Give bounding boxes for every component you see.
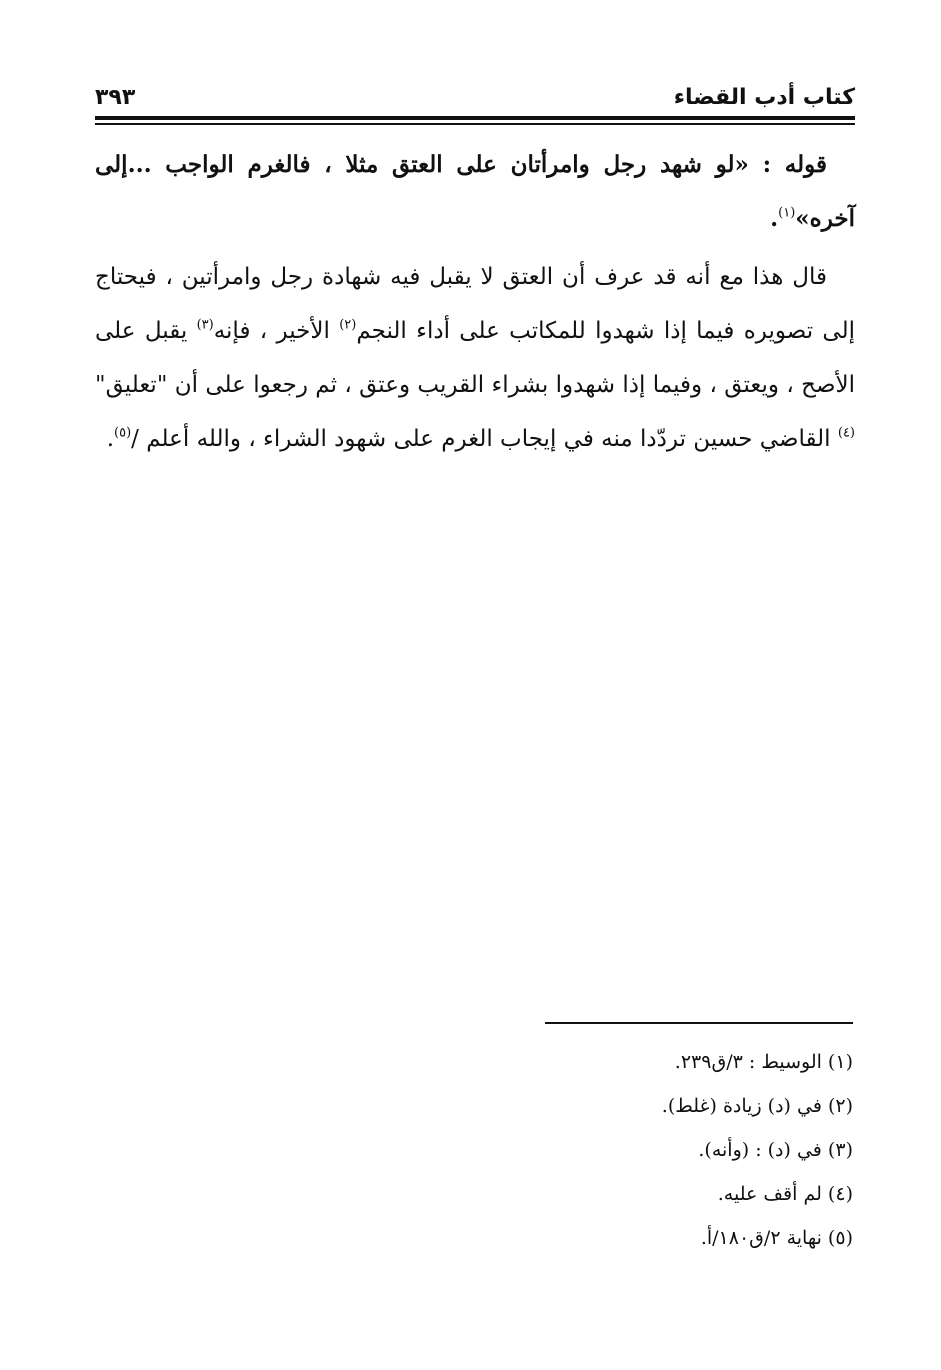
- header-rule-thin: [95, 123, 855, 125]
- header-rule-thick: [95, 116, 855, 120]
- footnote-2: (٢) في (د) زيادة (غلط).: [661, 1095, 853, 1117]
- running-title: كتاب أدب القضاء: [673, 85, 855, 110]
- footnote-4: (٤) لم أقف عليه.: [717, 1183, 853, 1205]
- quoted-passage: [95, 138, 855, 246]
- quote-text: قوله : «لو شهد رجل وامرأتان على العتق مثلا ، فالغرم الواجب ...إلى آخره»: [95, 151, 855, 232]
- footnote-marker-5[interactable]: (٥): [114, 425, 132, 441]
- footnote-marker-1[interactable]: (١): [778, 205, 796, 221]
- page-number: ٣٩٣: [95, 85, 136, 110]
- footnote-1: (١) الوسيط : ٣/ق٢٣٩.: [674, 1051, 853, 1073]
- commentary-part-c: يقبل على الأصح ، ويعتق ، وفيما إذا شهدوا بشراء القريب وعتق ، ثم رجعوا على أن "تعليق": [95, 318, 855, 398]
- commentary-part-a: قال هذا مع أنه قد عرف أن العتق لا يقبل فيه شهادة رجل وامرأتين ، فيحتاج إلى تصويره فيما إذا شهدوا للمكاتب على أداء النجم: [95, 264, 855, 344]
- page-header: [95, 82, 855, 118]
- commentary-end-punctuation: .: [106, 426, 115, 452]
- footnote-5: (٥) نهاية ٢/ق١٨٠/أ.: [700, 1227, 853, 1249]
- footnote-marker-3[interactable]: (٣): [196, 317, 214, 333]
- main-text: [95, 138, 855, 466]
- footnote-marker-2[interactable]: (٢): [339, 317, 357, 333]
- footnotes: [445, 1040, 853, 1260]
- commentary-part-b: الأخير ، فإنه: [213, 318, 340, 344]
- footnote-3: (٣) في (د) : (وأنه).: [698, 1139, 853, 1161]
- quote-end-punctuation: .: [770, 205, 779, 232]
- footnote-marker-4[interactable]: (٤): [837, 425, 855, 441]
- commentary-part-d: القاضي حسين تردّدا منه في إيجاب الغرم على شهود الشراء ، والله أعلم /: [131, 426, 838, 452]
- commentary-paragraph: [95, 250, 855, 466]
- footnote-separator: [545, 1022, 853, 1024]
